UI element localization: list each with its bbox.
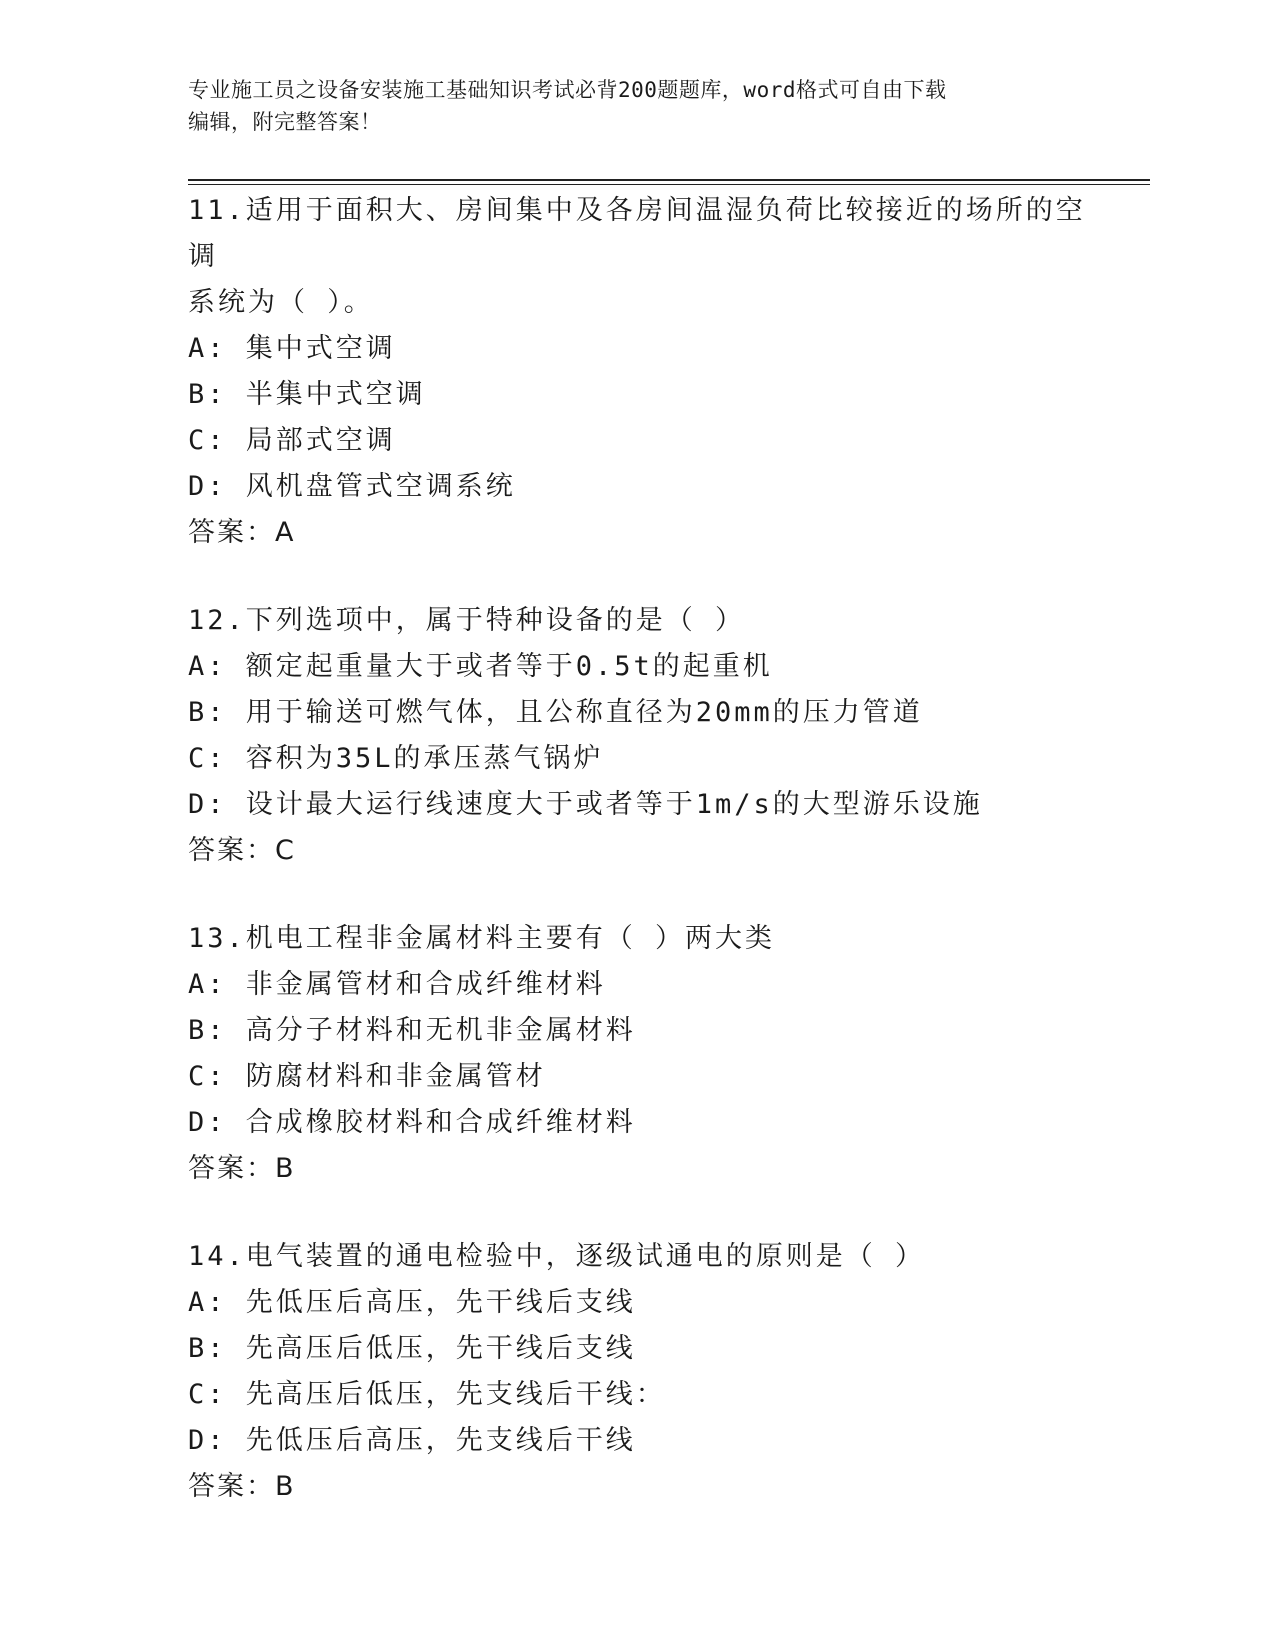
header-line-1: 专业施工员之设备安装施工基础知识考试必背200题题库，word格式可自由下载 [188,78,947,102]
option-b: B: 半集中式空调 [188,379,426,410]
answer: 答案：C [188,835,296,866]
header-divider-thin [188,184,1150,185]
header-divider-thick [188,179,1150,181]
question-11 [188,188,1108,556]
question-stem: 11.适用于面积大、房间集中及各房间温湿负荷比较接近的场所的空调 [188,195,1086,272]
option-c: C: 容积为35L的承压蒸气锅炉 [188,743,604,774]
option-b: B: 先高压后低压，先干线后支线 [188,1333,636,1364]
option-d: D: 先低压后高压，先支线后干线 [188,1425,636,1456]
option-a: A: 额定起重量大于或者等于0.5t的起重机 [188,651,773,682]
option-c: C: 先高压后低压，先支线后干线： [188,1379,666,1410]
option-d: D: 合成橡胶材料和合成纤维材料 [188,1107,636,1138]
question-stem: 14.电气装置的通电检验中，逐级试通电的原则是（ ） [188,1241,926,1272]
option-a: A: 先低压后高压，先干线后支线 [188,1287,636,1318]
option-a: A: 非金属管材和合成纤维材料 [188,969,606,1000]
option-b: B: 用于输送可燃气体，且公称直径为20mm的压力管道 [188,697,923,728]
question-list [188,188,1108,1552]
header-line-2: 编辑，附完整答案！ [188,110,382,134]
question-14 [188,1234,1108,1510]
option-c: C: 局部式空调 [188,425,396,456]
option-c: C: 防腐材料和非金属管材 [188,1061,546,1092]
option-d: D: 风机盘管式空调系统 [188,471,516,502]
document-header [188,74,1088,138]
question-13 [188,916,1108,1192]
answer: 答案：B [188,1153,296,1184]
question-stem-continued: 系统为（ ）。 [188,287,374,318]
option-b: B: 高分子材料和无机非金属材料 [188,1015,636,1046]
question-stem: 13.机电工程非金属材料主要有（ ）两大类 [188,923,776,954]
option-d: D: 设计最大运行线速度大于或者等于1m/s的大型游乐设施 [188,789,983,820]
answer: 答案：A [188,517,296,548]
question-12 [188,598,1108,874]
option-a: A: 集中式空调 [188,333,396,364]
answer: 答案：B [188,1471,296,1502]
question-stem: 12.下列选项中，属于特种设备的是（ ） [188,605,746,636]
